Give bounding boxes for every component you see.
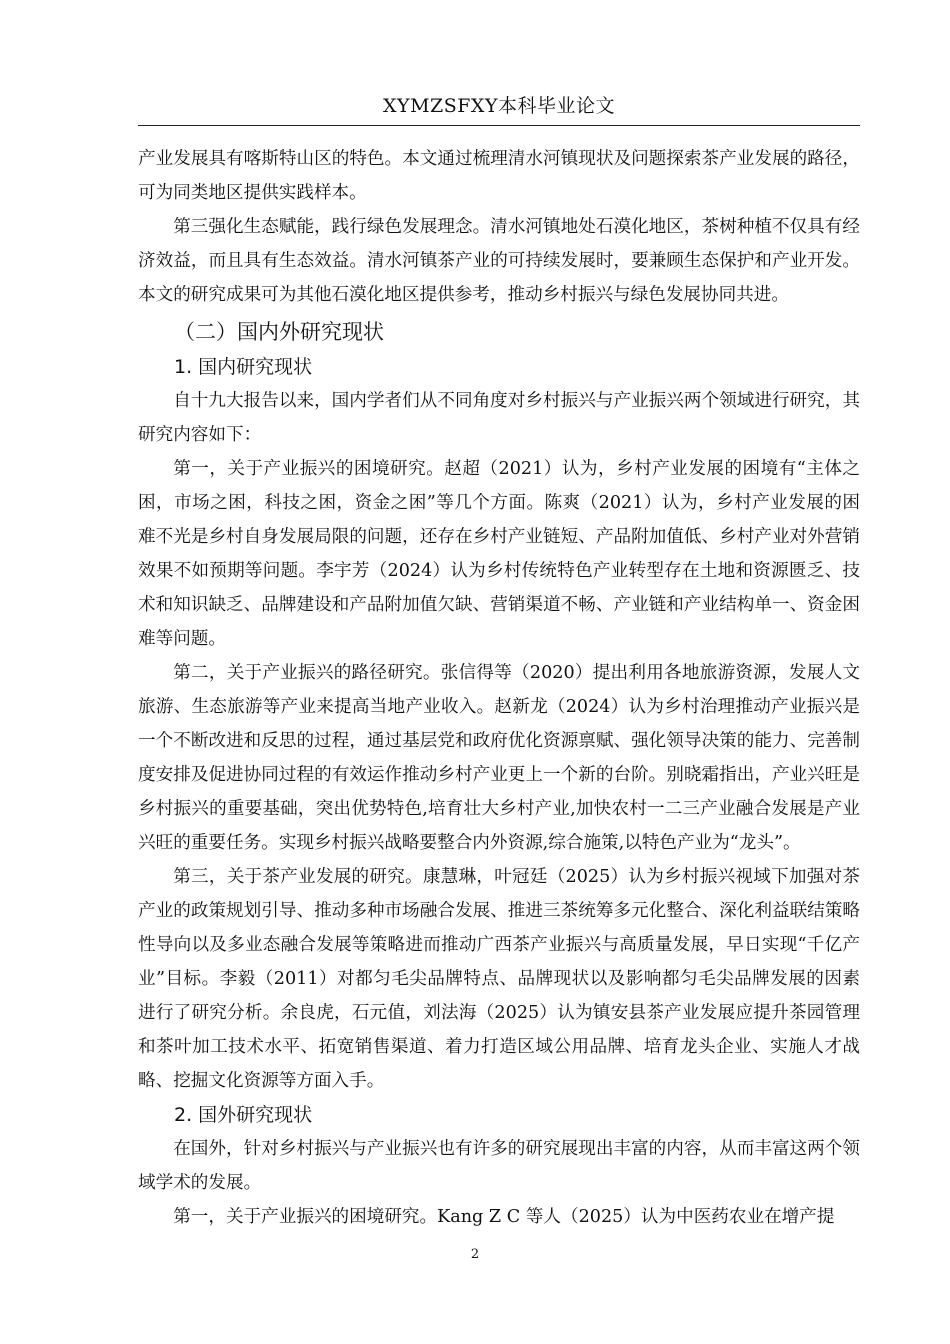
paragraph-tea-research: 第三，关于茶产业发展的研究。康慧琳，叶冠廷（2025）认为乡村振兴视域下加强对茶产业的政策规划引导、推动多种市场融合发展、推进三茶统筹多元化整合、深化利益联结策略性导向以及多业态融合发展等策略进而推动广西茶产业振兴与高质量发展，早日实现“千亿产业”目标。李毅（2011）对都匀毛尖品牌特点、品牌现状以及影响都匀毛尖品牌发展的因素进行了研究分析。余良虎，石元值，刘法海（2025）认为镇安县茶产业发展应提升茶园管理和茶叶加工技术水平、拓宽销售渠道、着力打造区域公用品牌、培育龙头企业、实施人才战略、挖掘文化资源等方面入手。 [138, 867, 860, 1091]
paragraph-dilemma-research: 第一，关于产业振兴的困境研究。赵超（2021）认为，乡村产业发展的困境有“主体之困，市场之困，科技之困，资金之困”等几个方面。陈爽（2021）认为，乡村产业发展的困难不光是乡村自身发展局限的问题，还存在乡村产业链短、产品附加值低、乡村产业对外营销效果不如预期等问题。李宇芳（2024）认为乡村传统特色产业转型存在土地和资源匮乏、技术和知识缺乏、品牌建设和产品附加值欠缺、营销渠道不畅、产业链和产业结构单一、资金困难等问题。 [138, 459, 860, 649]
running-header: XYMZSFXY本科毕业论文 [383, 95, 615, 117]
paragraph-domestic-intro: 自十九大报告以来，国内学者们从不同角度对乡村振兴与产业振兴两个领域进行研究，其研究内容如下： [138, 391, 860, 445]
subsection-heading-domestic: 1. 国内研究现状 [174, 356, 313, 378]
paragraph-foreign-dilemma: 第一，关于产业振兴的困境研究。Kang Z C 等人（2025）认为中医药农业在增产提 [173, 1207, 835, 1227]
body-text [138, 142, 860, 1234]
paragraph-ecology: 第三强化生态赋能，践行绿色发展理念。清水河镇地处石漠化地区，茶树种植不仅具有经济效益，而且具有生态效益。清水河镇茶产业的可持续发展时，要兼顾生态保护和产业开发。本文的研究成果可为其他石漠化地区提供参考，推动乡村振兴与绿色发展协同共进。 [138, 217, 860, 305]
page-number: 2 [470, 1247, 480, 1262]
paragraph-continuation: 产业发展具有喀斯特山区的特色。本文通过梳理清水河镇现状及问题探索茶产业发展的路径，可为同类地区提供实践样本。 [138, 149, 860, 203]
subsection-heading-foreign: 2. 国外研究现状 [174, 1104, 313, 1126]
paragraph-foreign-intro: 在国外，针对乡村振兴与产业振兴也有许多的研究展现出丰富的内容，从而丰富这两个领域学术的发展。 [138, 1139, 860, 1193]
header-divider [138, 125, 860, 126]
paragraph-path-research: 第二，关于产业振兴的路径研究。张信得等（2020）提出利用各地旅游资源，发展人文旅游、生态旅游等产业来提高当地产业收入。赵新龙（2024）认为乡村治理推动产业振兴是一个不断改进和反思的过程，通过基层党和政府优化资源禀赋、强化领导决策的能力、完善制度安排及促进协同过程的有效运作推动乡村产业更上一个新的台阶。别晓霜指出，产业兴旺是乡村振兴的重要基础，突出优势特色,培育壮大乡村产业,加快农村一二三产业融合发展是产业兴旺的重要任务。实现乡村振兴战略要整合内外资源,综合施策,以特色产业为“龙头”。 [138, 663, 860, 853]
section-heading-research-status: （二）国内外研究现状 [174, 320, 384, 344]
